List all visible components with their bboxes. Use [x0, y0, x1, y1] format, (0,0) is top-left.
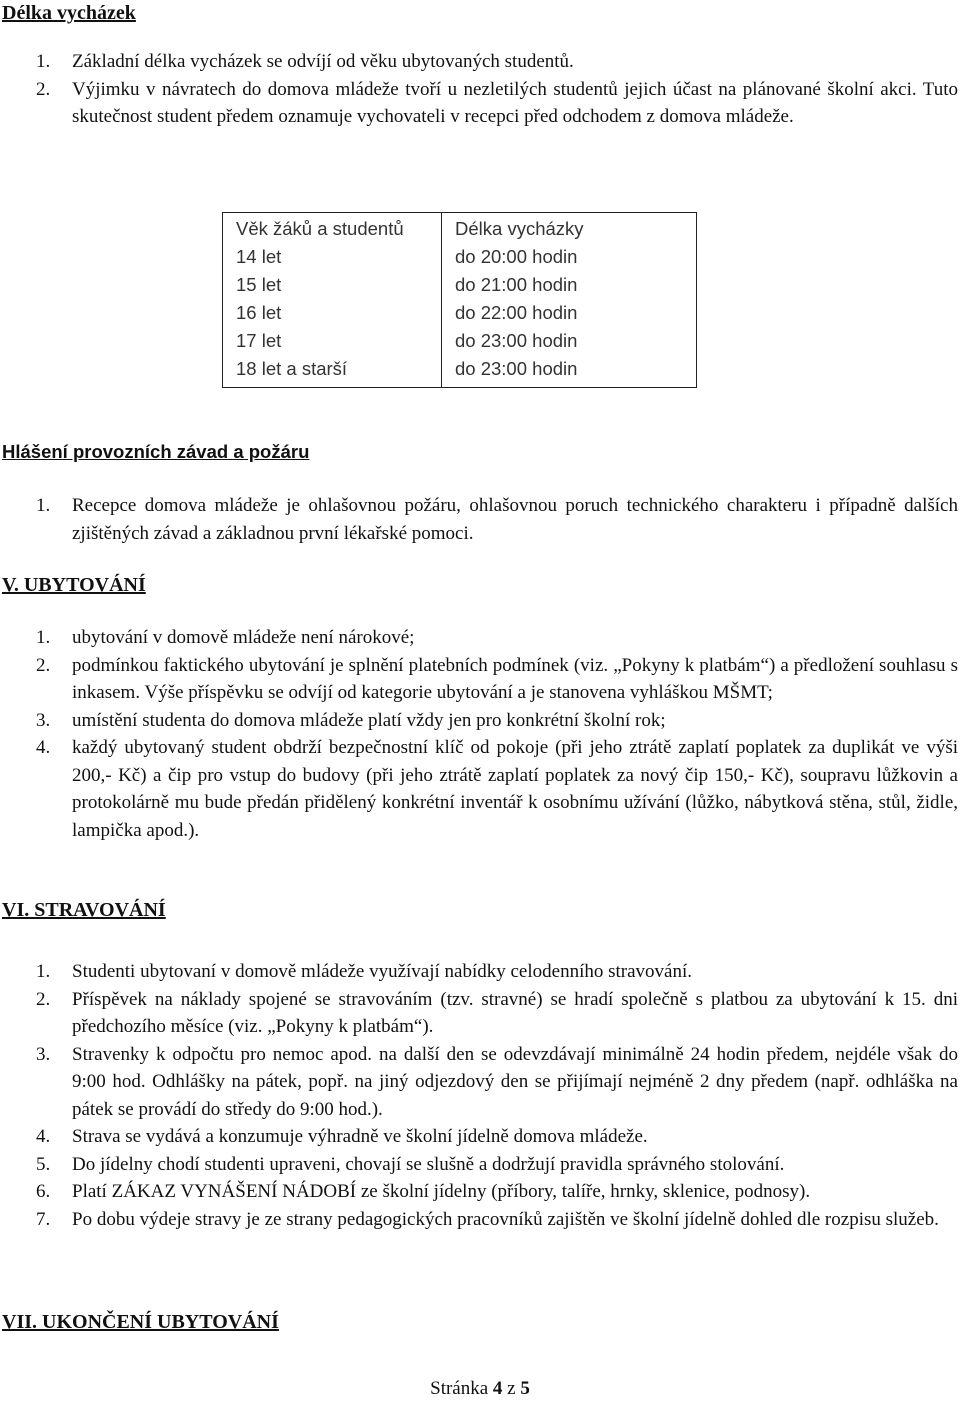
table-cell: do 20:00 hodin — [455, 246, 578, 267]
table-cell: 18 let a starší — [223, 355, 442, 388]
report-list — [36, 492, 958, 547]
list-item: 3. Stravenky k odpočtu pro nemoc apod. na další den se odevzdávají minimálně 24 hodin předem, nejdéle však do 9:00 hod. Odhlášky na pátek, popř. na jiný odjezdový den se přijímají nejméně 2 dny předem (např. odhláška na pátek se provádí do středy do 9:00 hod.). — [36, 1043, 958, 1120]
list-item: 1. Recepce domova mládeže je ohlašovnou požáru, ohlašovnou poruch technického charakteru i případně dalších zjištěných závad a základnou první lékařské pomoci. — [36, 495, 958, 544]
section-title-meals: VI. STRAVOVÁNÍ — [2, 899, 166, 921]
table-cell: do 23:00 hodin — [455, 358, 578, 379]
table-cell: 16 let — [223, 299, 442, 327]
list-item: 2. Výjimku v návratech do domova mládeže tvoří u nezletilých studentů jejich účast na plánované školní akci. Tuto skutečnost student předem oznamuje vychovateli v recepci před odchodem z domova mládeže. — [36, 78, 958, 127]
list-item: 2. podmínkou faktického ubytování je splnění platebních podmínek (viz. „Pokyny k platbám“) a předložení souhlasu s inkasem. Výše příspěvku se odvíjí od kategorie ubytování a je stanovena vyhláškou MŠMT; — [36, 654, 958, 703]
walk-length-table — [222, 212, 697, 388]
footer-prefix: Stránka — [430, 1378, 489, 1399]
footer-total-pages: 5 — [520, 1378, 530, 1399]
list-item: 3. umístění studenta do domova mládeže platí vždy jen pro konkrétní školní rok; — [36, 709, 666, 731]
footer-current-page: 4 — [492, 1378, 503, 1399]
table-header-cell: Věk žáků a studentů — [223, 213, 442, 244]
section-title-termination: VII. UKONČENÍ UBYTOVÁNÍ — [2, 1311, 279, 1333]
table-row — [223, 327, 697, 355]
table-row — [223, 271, 697, 299]
table-cell: do 23:00 hodin — [455, 330, 578, 351]
table-cell: 17 let — [223, 327, 442, 355]
list-item: 4. každý ubytovaný student obdrží bezpečnostní klíč od pokoje (při jeho ztrátě zaplatí poplatek za duplikát ve výši 200,- Kč) a čip pro vstup do budovy (při jeho ztrátě zaplatí poplatek za nový čip 150,- Kč), soupravu lůžkovin a protokolárně mu bude předán přidělený konkrétní inventář k osobnímu užívání (lůžko, nábytková stěna, stůl, židle, lampička apod.). — [36, 737, 958, 841]
section-title-accommodation: V. UBYTOVÁNÍ — [2, 574, 146, 596]
walks-list — [36, 48, 958, 131]
table-row — [223, 243, 697, 271]
section-title-report: Hlášení provozních závad a požáru — [2, 441, 310, 462]
list-item: 1. ubytování v domově mládeže není nárokové; — [36, 627, 415, 648]
table-header-row — [223, 213, 697, 244]
table-row — [223, 299, 697, 327]
list-item: 1. Základní délka vycházek se odvíjí od věku ubytovaných studentů. — [36, 51, 574, 72]
list-item: 6. Platí ZÁKAZ VYNÁŠENÍ NÁDOBÍ ze školní jídelny (příbory, talíře, hrnky, sklenice, podnosy). — [36, 1181, 811, 1202]
table-header-cell: Délka vycházky — [455, 218, 584, 239]
page-footer — [0, 1375, 960, 1403]
table-cell: do 21:00 hodin — [455, 274, 578, 295]
footer-middle: z — [507, 1378, 516, 1399]
list-item: 5. Do jídelny chodí studenti upraveni, chovají se slušně a dodržují pravidla správného stolování. — [36, 1153, 785, 1175]
list-item: 4. Strava se vydává a konzumuje výhradně ve školní jídelně domova mládeže. — [36, 1126, 648, 1147]
meals-list — [36, 958, 958, 1233]
table-cell: 14 let — [223, 243, 442, 271]
table-row — [223, 355, 697, 388]
table-cell: do 22:00 hodin — [455, 302, 578, 323]
table-cell: 15 let — [223, 271, 442, 299]
list-item: 2. Příspěvek na náklady spojené se stravováním (tzv. stravné) se hradí společně s platbou za ubytování k 15. dni předchozího měsíce (viz. „Pokyny k platbám“). — [36, 988, 958, 1037]
list-item: 1. Studenti ubytovaní v domově mládeže využívají nabídky celodenního stravování. — [36, 961, 692, 982]
section-title-walks: Délka vycházek — [2, 2, 136, 24]
accommodation-list — [36, 624, 958, 844]
list-item: 7. Po dobu výdeje stravy je ze strany pedagogických pracovníků zajištěn ve školní jídelně dohled dle rozpisu služeb. — [36, 1208, 939, 1230]
